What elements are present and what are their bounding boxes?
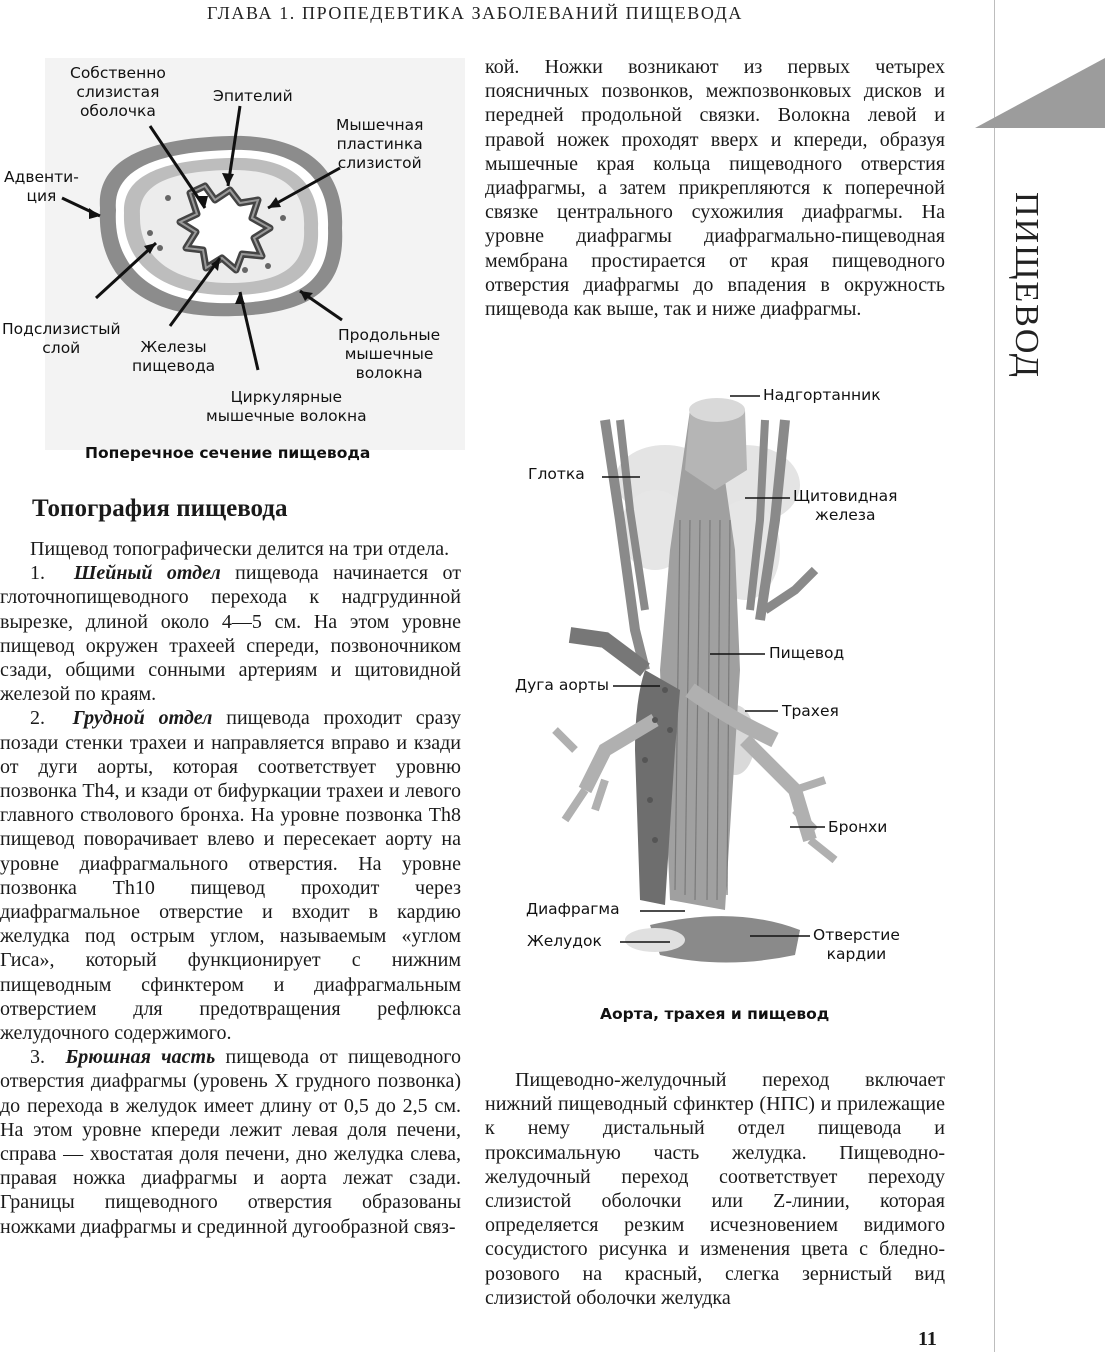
label-epithelium: Эпителий xyxy=(213,87,293,105)
label-muscularis-mucosae: Мышечная пластинка слизистой xyxy=(336,116,424,172)
label-glands: Железы пищевода xyxy=(132,338,216,375)
section-title: Топография пищевода xyxy=(32,495,288,522)
label-longitudinal-muscle: Продольные мышечные волокна xyxy=(338,326,441,382)
page-number: 11 xyxy=(918,1328,937,1350)
gej-paragraph: Пищеводно-желудочный переход включает нижний пищеводный сфинктер (НПС) и прилежащие к нему дистальный отдел пищевода и проксимальную часть желудка. Пищеводно-желудочный переход соответствует переходу слизистой оболочки или Z-линии, которая определяется резким исчезновением видимого сосудистого рисунка и изменения цвета с бледно-розового на красный, слегка зернистый вид слизистой оболочки желудка xyxy=(485,1069,945,1309)
figure1-caption: Поперечное сечение пищевода xyxy=(85,444,371,462)
term-cervical: Шейный отдел xyxy=(73,562,221,585)
figure2-caption: Аорта, трахея и пищевод xyxy=(600,1005,830,1023)
right-column-bottom xyxy=(485,1068,945,1310)
list-item-cervical xyxy=(0,561,461,706)
label-submucosa: Подслизистый слой xyxy=(2,320,121,357)
figure-esophagus-cross-section xyxy=(0,58,465,476)
label-epiglottis: Надгортанник xyxy=(763,386,881,404)
list-number: 1. xyxy=(30,562,45,585)
side-section-title: ПИЩЕВОД xyxy=(1008,192,1045,379)
right-column-top xyxy=(485,55,945,321)
label-thyroid: Щитовидная железа xyxy=(793,487,898,524)
label-cardia: Отверстие кардии xyxy=(813,926,900,963)
label-stomach: Желудок xyxy=(527,932,602,950)
margin-rule xyxy=(994,0,995,1352)
intro-paragraph: Пищевод топографически делится на три отдела. xyxy=(30,538,450,560)
label-adventitia: Адвенти- ция xyxy=(4,168,79,205)
label-trachea: Трахея xyxy=(782,702,839,720)
list-item-text: пищевода проходит сразу позади стенки трахеи и направляется вправо и кзади от дуги аорты, которая соответствует уровню позвонка Th4, и кзади от бифуркации трахеи и левого главного стволового бронха. На уровне позвонка Th8 пищевод поворачивает влево и пересекает аорту на уровне диафрагмального отверстия. На уровне позвонка Th10 пищевод проходит через диафрагмальное отверстие и входит в кардию желудка под острым углом, называемым «углом Гиса», который функционирует с нижним пищеводным сфинктером и диафрагмальным отверстием для предотвращения рефлюкса желудочного содержимого. xyxy=(0,707,462,1045)
term-thoracic: Грудной отдел xyxy=(72,707,213,730)
label-lamina-propria: Собственно слизистая оболочка xyxy=(70,64,166,120)
label-diaphragm: Диафрагма xyxy=(526,900,620,918)
list-item-abdominal xyxy=(0,1045,461,1239)
list-item-text: пищевода начинается от глоточнопищеводного перехода к надгрудинной вырезке, длиной около 4—5 см. На этом уровне пищевод окружен трахеей спереди, позвоночником сзади, общими сонными артериям и щитовидной железой по краям. xyxy=(0,562,462,706)
term-abdominal: Брюшная часть xyxy=(65,1046,216,1069)
left-column xyxy=(0,537,461,1239)
list-number: 2. xyxy=(30,707,45,730)
figure-aorta-trachea-esophagus xyxy=(495,370,955,1040)
label-circular-muscle: Циркулярные мышечные волокна xyxy=(206,388,367,425)
list-item-thoracic xyxy=(0,706,461,1045)
list-number: 3. xyxy=(30,1046,45,1069)
running-head: ГЛАВА 1. ПРОПЕДЕВТИКА ЗАБОЛЕВАНИЙ ПИЩЕВОДА xyxy=(206,3,744,23)
continuation-paragraph: кой. Ножки возникают из первых четырех поясничных позвонков, межпозвонковых дисков и передней продольной связки. Волокна левой и правой ножек проходят вверх и кпереди, образуя мышечные края кольца пищеводного отверстия диафрагмы, а затем прикрепляются к поперечной связке центрального сухожилия диафрагмы. На уровне диафрагмы диафрагмально-пищеводная мембрана простирается от края пищеводного отверстия диафрагмы до впадения в окружность пищевода как выше, так и ниже диафрагмы. xyxy=(485,56,945,321)
label-aortic-arch: Дуга аорты xyxy=(515,676,609,694)
label-pharynx: Глотка xyxy=(528,465,585,483)
label-esophagus: Пищевод xyxy=(769,644,845,662)
list-item-text: пищевода от пищеводного отверстия диафрагмы (уровень X грудного позвонка) до перехода в желудок имеет длину от 0,5 до 2,5 см. На этом уровне кпереди лежит левая доля печени, справа — хвостатая доля печени, дно желудка слева, правая ножка диафрагмы и аорта лежат сзади. Границы пищеводного отверстия образованы ножками диафрагмы и срединной дугообразной связ- xyxy=(0,1046,461,1238)
label-bronchi: Бронхи xyxy=(828,818,888,836)
